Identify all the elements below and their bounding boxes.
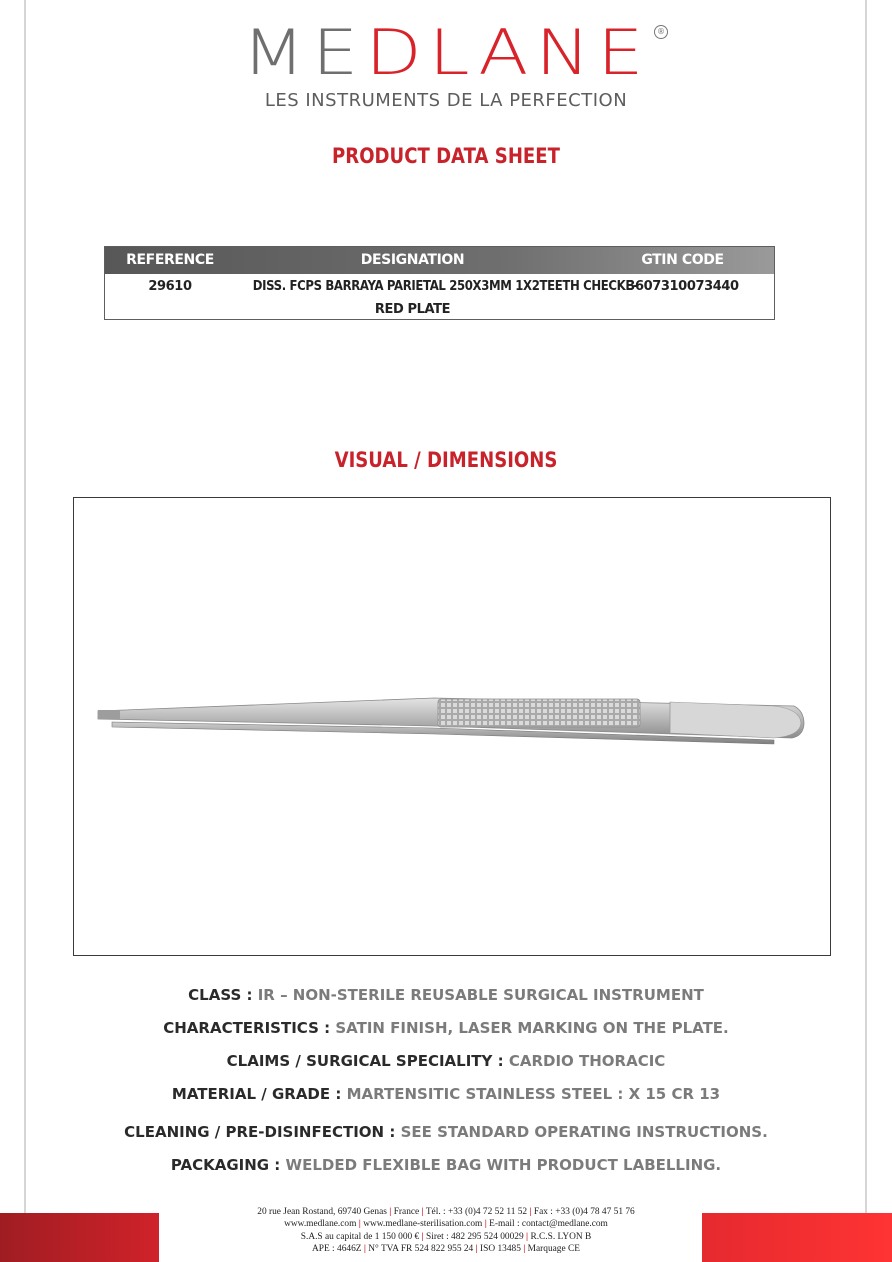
spec-claims: CLAIMS / SURGICAL SPECIALITY : CARDIO THORACIC	[226, 1052, 666, 1070]
spec-class: CLASS : IR – NON-STERILE REUSABLE SURGICAL INSTRUMENT	[188, 986, 704, 1004]
table-row	[105, 274, 774, 320]
designation-line-2: RED PLATE	[374, 302, 451, 317]
spec-characteristics: CHARACTERISTICS : SATIN FINISH, LASER MARKING ON THE PLATE.	[163, 1019, 729, 1037]
medlane-logo	[0, 18, 892, 88]
forceps-image	[74, 498, 830, 955]
page-frame-left	[24, 0, 26, 1262]
footer-line-1: 20 rue Jean Rostand, 69740 Genas | France | Tél. : +33 (0)4 72 52 11 52 | Fax : +33 (0)4 78 47 51 76	[257, 1207, 635, 1217]
footer-line-4: APE : 4646Z | N° TVA FR 524 822 955 24 | ISO 13485 | Marquage CE	[312, 1243, 580, 1254]
designation-line-1: DISS. FCPS BARRAYA PARIETAL 250X3MM 1X2TEETH CHECKE-	[252, 279, 638, 294]
header-gtin: GTIN CODE	[641, 252, 724, 268]
footer-line-3: S.A.S au capital de 1 150 000 € | Siret : 482 295 524 00029 | R.C.S. LYON B	[300, 1231, 592, 1242]
visual-dimensions-title: VISUAL / DIMENSIONS	[334, 448, 558, 472]
product-table	[104, 246, 775, 320]
brand-tagline: LES INSTRUMENTS DE LA PERFECTION	[264, 90, 628, 111]
header-reference: REFERENCE	[126, 252, 214, 268]
spec-material: MATERIAL / GRADE : MARTENSITIC STAINLESS STEEL : X 15 CR 13	[171, 1085, 721, 1103]
table-header	[105, 247, 774, 274]
company-footer	[0, 1206, 892, 1255]
header-designation: DESIGNATION	[360, 252, 465, 268]
cell-reference: 29610	[148, 279, 192, 294]
spec-packaging: PACKAGING : WELDED FLEXIBLE BAG WITH PRODUCT LABELLING.	[170, 1156, 722, 1174]
registered-mark: ®	[654, 25, 668, 39]
cell-designation	[235, 278, 638, 318]
logo-wordmark: MEDLANE	[241, 16, 651, 89]
footer-line-2: www.medlane.com | www.medlane-sterilisation.com | E-mail : contact@medlane.com	[284, 1219, 608, 1230]
cell-gtin: 3607310073440	[626, 279, 739, 294]
product-data-sheet-title: PRODUCT DATA SHEET	[332, 144, 560, 168]
page-frame-right	[865, 0, 867, 1262]
spec-cleaning: CLEANING / PRE-DISINFECTION : SEE STANDARD OPERATING INSTRUCTIONS.	[124, 1123, 768, 1141]
product-visual-frame	[73, 497, 831, 956]
